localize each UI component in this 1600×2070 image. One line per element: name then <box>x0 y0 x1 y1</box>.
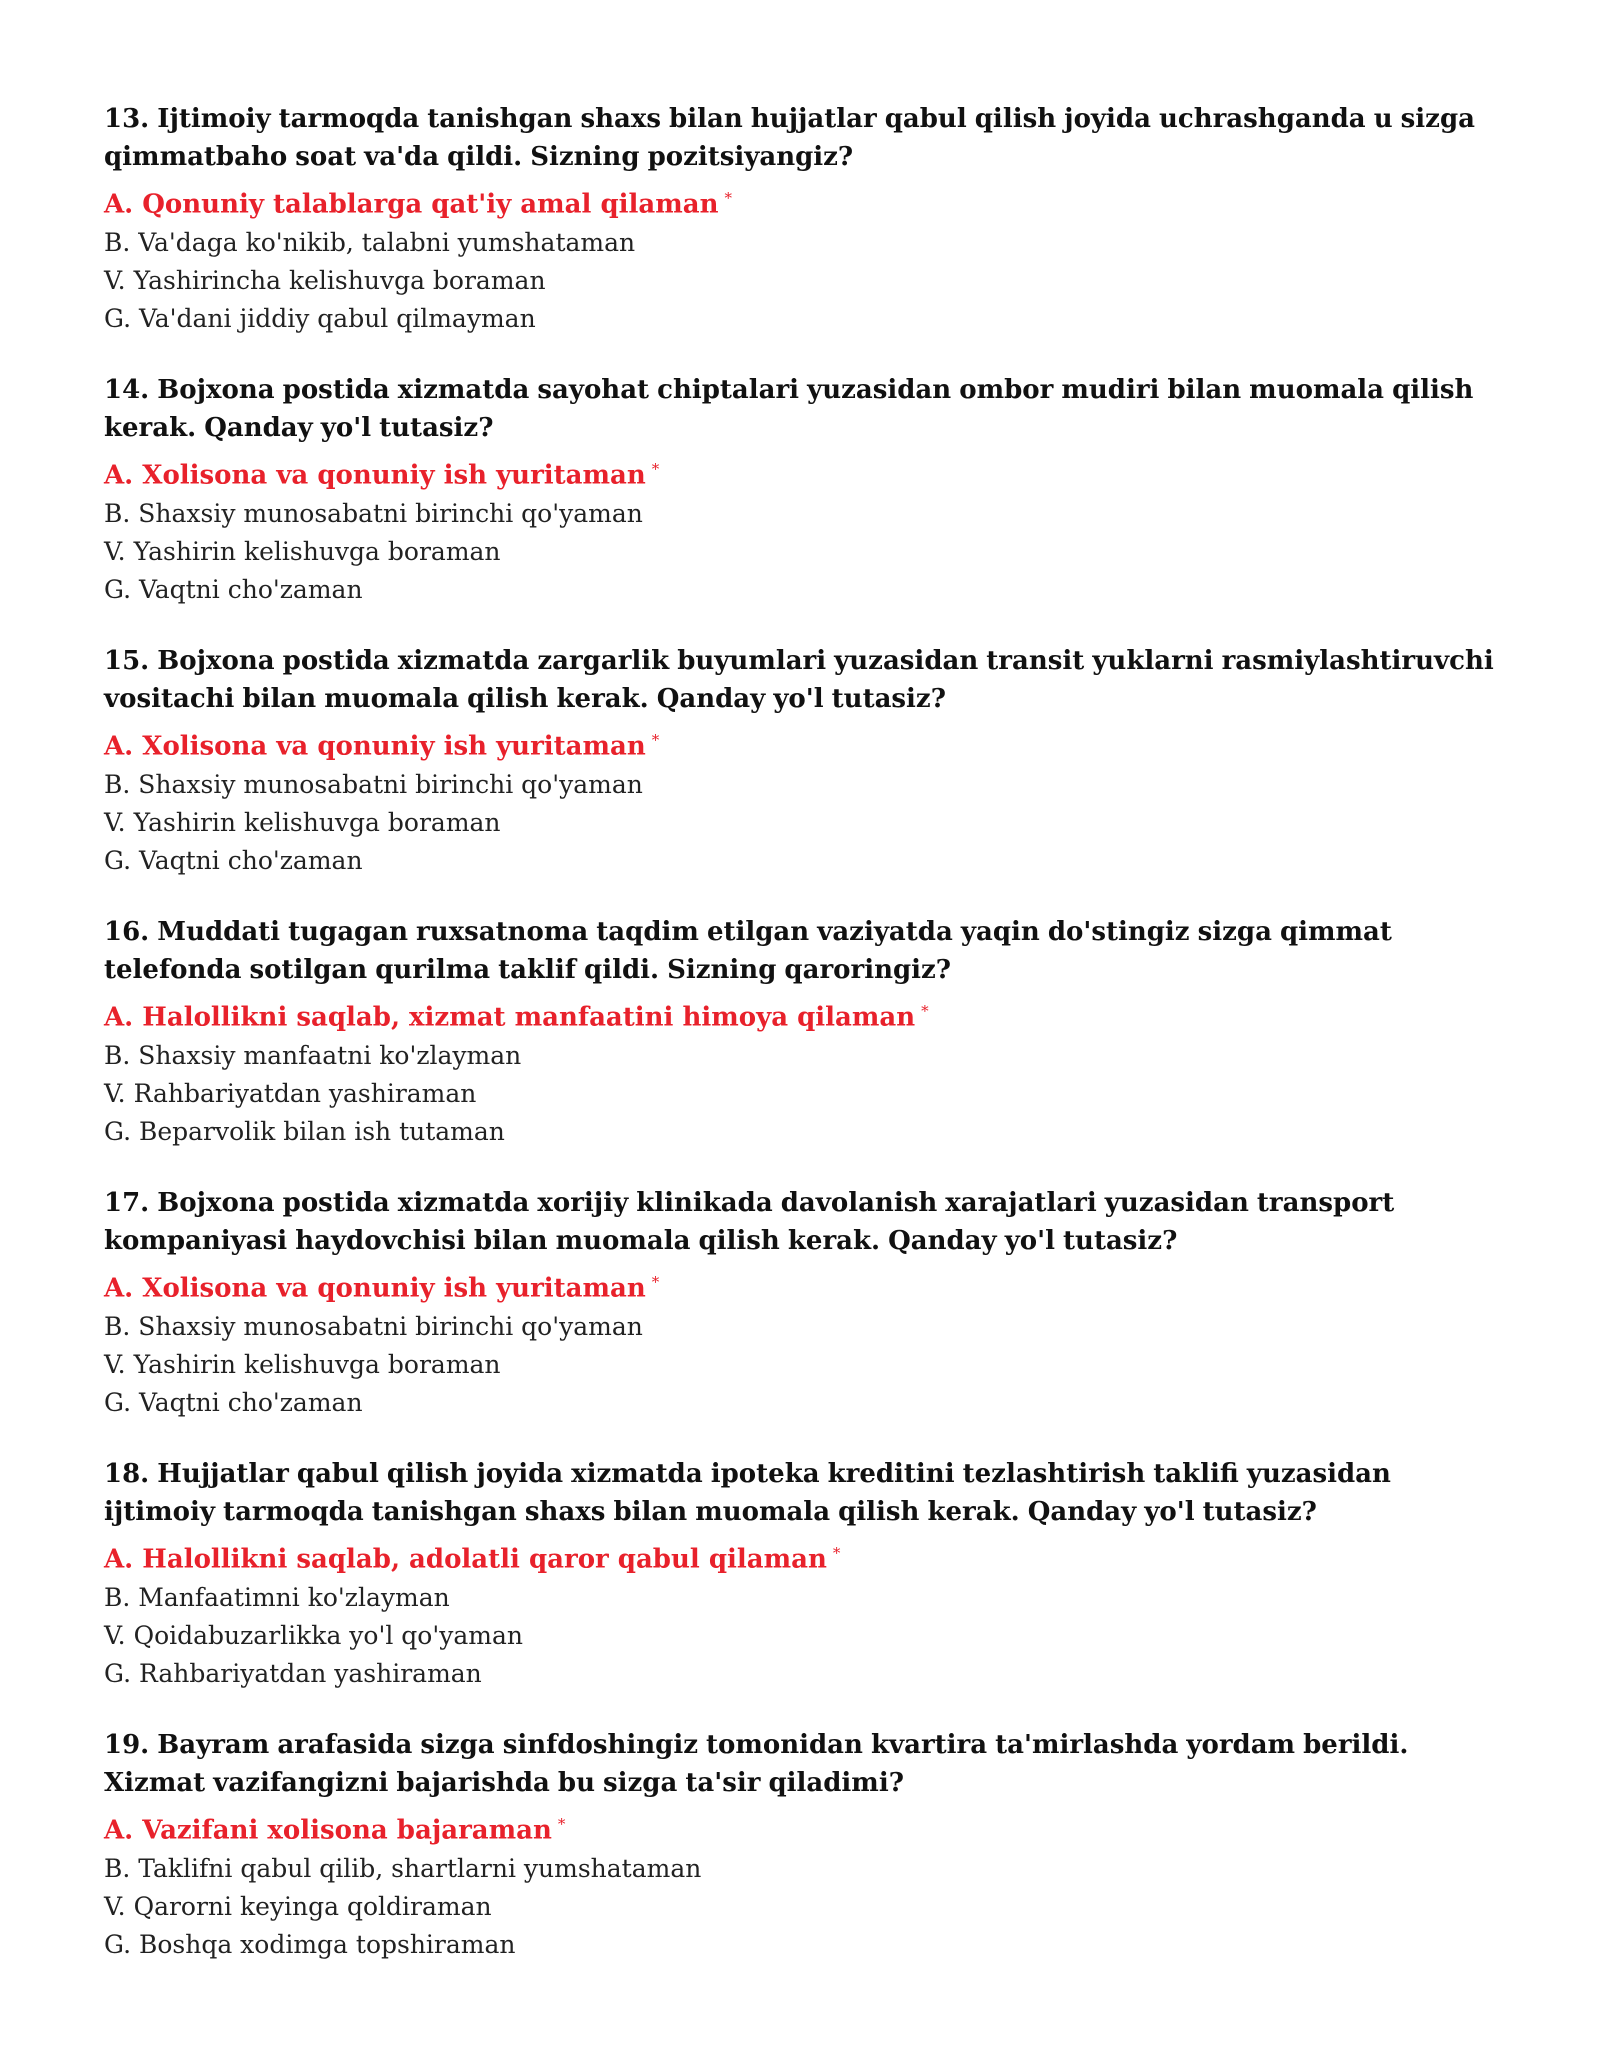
correct-mark: * <box>724 189 732 207</box>
option-v: V. Yashirin kelishuvga boraman <box>104 1349 501 1379</box>
option-b: B. Shaxsiy munosabatni birinchi qo'yaman <box>104 498 643 528</box>
option-a-correct <box>104 450 1504 495</box>
option-g: G. Vaqtni cho'zaman <box>104 845 363 875</box>
question-title: 18. Hujjatlar qabul qilish joyida xizmatda ipoteka kreditini tezlashtirish taklifi yuzasidan ijtimoiy tarmoqda tanishgan shaxs bilan muomala qilish kerak. Qanday yo'l tutasiz? <box>104 1459 1391 1527</box>
option-g: G. Beparvolik bilan ish tutaman <box>104 1116 505 1146</box>
correct-mark: * <box>557 1815 566 1833</box>
option-a-correct <box>104 992 1504 1037</box>
question-18 <box>104 1455 1504 1693</box>
option-b: B. Shaxsiy munosabatni birinchi qo'yaman <box>104 769 643 799</box>
option-b: B. Taklifni qabul qilib, shartlarni yumshataman <box>104 1853 702 1883</box>
option-text: A. Xolisona va qonuniy ish yuritaman <box>104 731 646 762</box>
option-v: V. Qoidabuzarlikka yo'l qo'yaman <box>104 1620 523 1650</box>
option-a-correct <box>104 1805 1504 1850</box>
option-g: G. Vaqtni cho'zaman <box>104 1387 363 1417</box>
question-16 <box>104 913 1504 1151</box>
option-g: G. Boshqa xodimga topshiraman <box>104 1929 516 1959</box>
question-title: 13. Ijtimoiy tarmoqda tanishgan shaxs bilan hujjatlar qabul qilish joyida uchrashganda u sizga qimmatbaho soat va'da qildi. Sizning pozitsiyangiz? <box>104 104 1475 172</box>
option-text: A. Halollikni saqlab, adolatli qaror qabul qilaman <box>104 1544 827 1575</box>
question-15 <box>104 642 1504 880</box>
option-g: G. Rahbariyatdan yashiraman <box>104 1658 482 1688</box>
option-text: A. Xolisona va qonuniy ish yuritaman <box>104 1273 646 1304</box>
option-g: G. Vaqtni cho'zaman <box>104 574 363 604</box>
option-v: V. Yashirin kelishuvga boraman <box>104 807 501 837</box>
option-a-correct <box>104 1263 1504 1308</box>
option-b: B. Shaxsiy munosabatni birinchi qo'yaman <box>104 1311 643 1341</box>
correct-mark: * <box>832 1544 841 1562</box>
option-v: V. Rahbariyatdan yashiraman <box>104 1078 477 1108</box>
question-title: 16. Muddati tugagan ruxsatnoma taqdim etilgan vaziyatda yaqin do'stingiz sizga qimmat telefonda sotilgan qurilma taklif qildi. Sizning qaroringiz? <box>104 917 1392 985</box>
option-b: B. Manfaatimni ko'zlayman <box>104 1582 450 1612</box>
question-17 <box>104 1184 1504 1422</box>
correct-mark: * <box>651 460 660 478</box>
question-13 <box>104 100 1504 338</box>
option-a-correct <box>104 721 1504 766</box>
option-text: A. Xolisona va qonuniy ish yuritaman <box>104 460 646 491</box>
correct-mark: * <box>651 1273 660 1291</box>
option-text: A. Qonuniy talablarga qat'iy amal qilaman <box>104 189 719 220</box>
option-a-correct <box>104 179 1504 224</box>
question-19 <box>104 1726 1504 1964</box>
question-title: 15. Bojxona postida xizmatda zargarlik buyumlari yuzasidan transit yuklarni rasmiylashtiruvchi vositachi bilan muomala qilish kerak. Qanday yo'l tutasiz? <box>104 646 1494 714</box>
option-v: V. Yashirin kelishuvga boraman <box>104 536 501 566</box>
question-14 <box>104 371 1504 609</box>
correct-mark: * <box>651 731 660 749</box>
option-a-correct <box>104 1534 1504 1579</box>
question-title: 17. Bojxona postida xizmatda xorijiy klinikada davolanish xarajatlari yuzasidan transport kompaniyasi haydovchisi bilan muomala qilish kerak. Qanday yo'l tutasiz? <box>104 1188 1395 1256</box>
option-b: B. Va'daga ko'nikib, talabni yumshataman <box>104 227 636 257</box>
option-g: G. Va'dani jiddiy qabul qilmayman <box>104 303 536 333</box>
option-v: V. Qarorni keyinga qoldiraman <box>104 1891 492 1921</box>
option-text: A. Vazifani xolisona bajaraman <box>104 1815 552 1846</box>
question-title: 19. Bayram arafasida sizga sinfdoshingiz tomonidan kvartira ta'mirlashda yordam berildi. Xizmat vazifangizni bajarishda bu sizga ta'sir qiladimi? <box>104 1730 1409 1798</box>
option-text: A. Halollikni saqlab, xizmat manfaatini himoya qilaman <box>104 1002 916 1033</box>
option-b: B. Shaxsiy manfaatni ko'zlayman <box>104 1040 522 1070</box>
question-title: 14. Bojxona postida xizmatda sayohat chiptalari yuzasidan ombor mudiri bilan muomala qilish kerak. Qanday yo'l tutasiz? <box>104 375 1474 443</box>
option-v: V. Yashirincha kelishuvga boraman <box>104 265 546 295</box>
correct-mark: * <box>921 1002 929 1020</box>
